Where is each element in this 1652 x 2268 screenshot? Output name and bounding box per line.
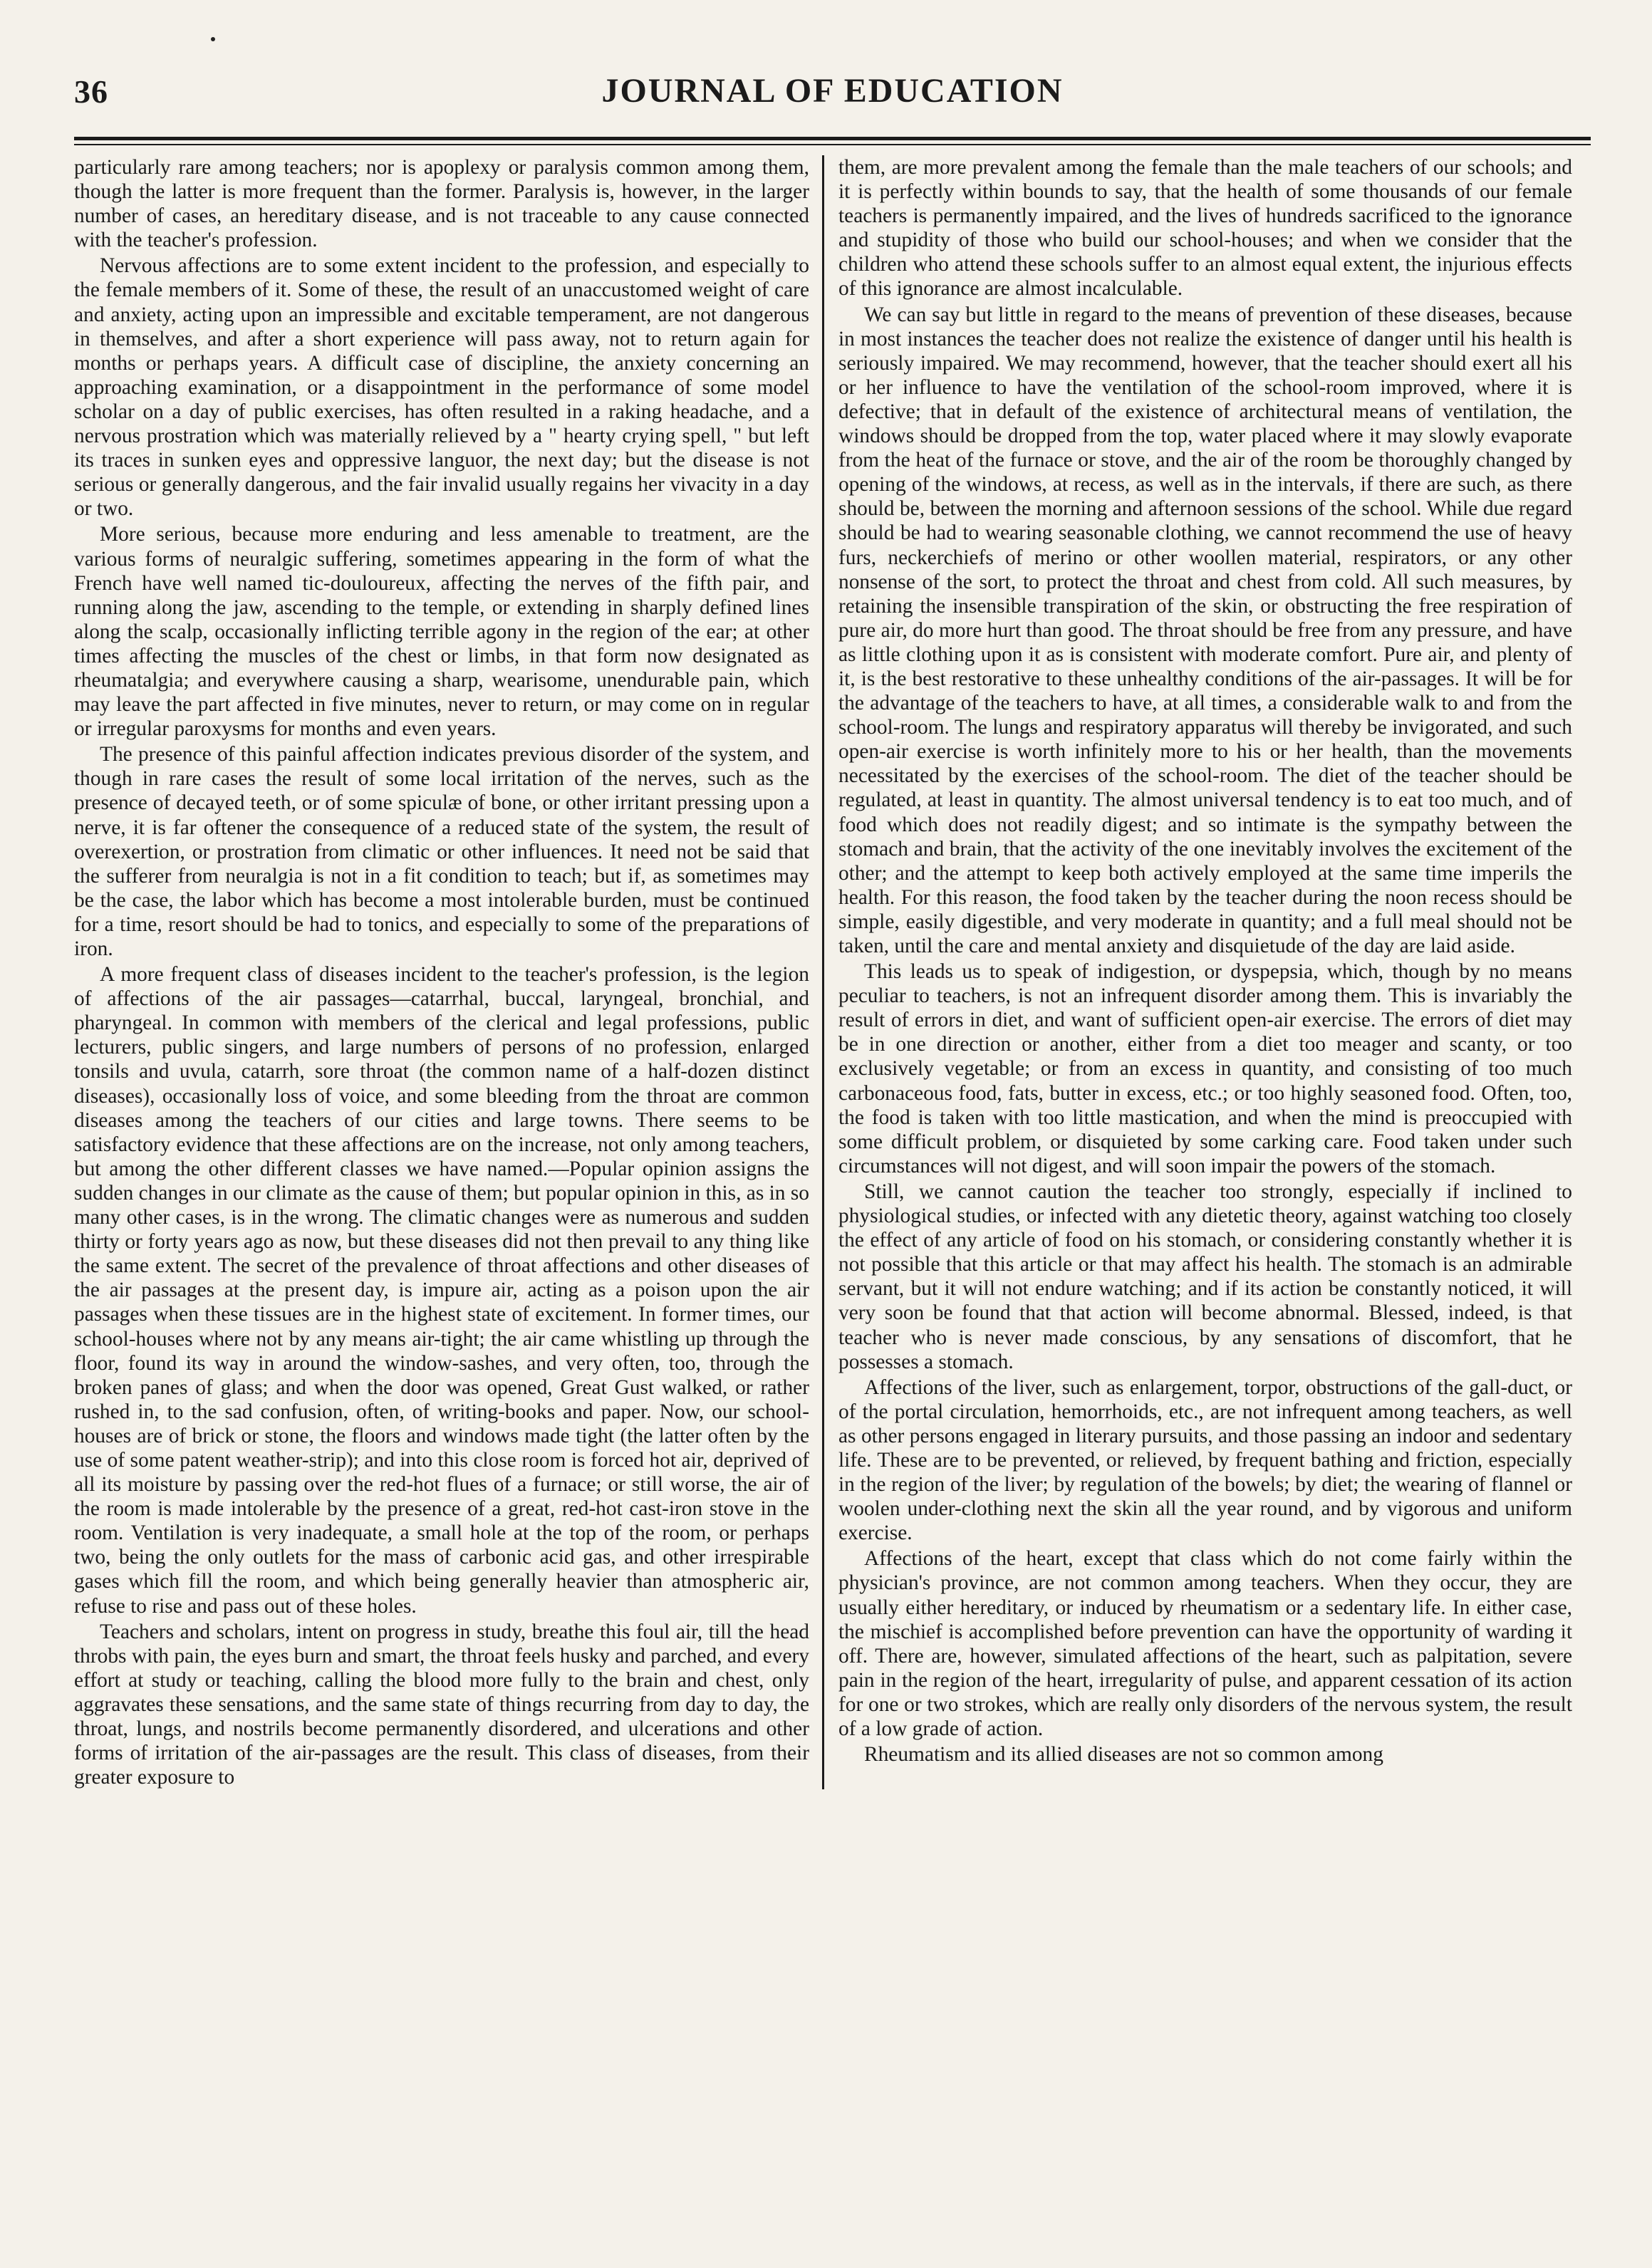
paragraph: More serious, because more enduring and less amenable to treatment, are the various forms of neuralgic suffering, sometimes appearing in the form of what the French have well named tic-douloureux, affecting the nerves of the fifth pair, and running along the jaw, ascending to the temple, or extending in sharply defined lines along the scalp, occasionally inflicting terrible agony in the region of the ear; at other times affecting the muscles of the chest or limbs, in that form now designated as rheumatalgia; and everywhere causing a sharp, wearisome, unendurable pain, which may leave the part affected in five minutes, never to return, or may come on in regular or irregular paroxysms for months and even years. [74,523,809,741]
page-header [74,68,1591,128]
running-title: JOURNAL OF EDUCATION [601,72,1064,110]
paragraph: Teachers and scholars, intent on progress in study, breathe this foul air, till the head throbs with pain, the eyes burn and smart, the throat feels husky and parched, and every effort at study or teaching, calling the blood more fully to the brain and chest, only aggravates these sensations, and the same state of things recurring from day to day, the throat, lungs, and nostrils become permanently disordered, and ulcerations and other forms of irritation of the air-passages are the result. This class of diseases, from their greater exposure to [74,1620,809,1789]
page-number: 36 [74,73,108,110]
paragraph: The presence of this painful affection indicates previous disorder of the system, and though in rare cases the result of some local irritation of the nerves, such as the presence of decayed teeth, or of some spiculæ of bone, or other irritant pressing upon a nerve, it is far oftener the consequence of a reduced state of the system, the result of overexertion, or prostration from climatic or other influences. It need not be said that the sufferer from neuralgia is not in a fit condition to teach; but if, as sometimes may be the case, the labor which has become a most intolerable burden, must be continued for a time, resort should be had to tonics, and especially to some of the preparations of iron. [74,743,809,960]
header-rule-thick [74,137,1591,140]
paragraph: Rheumatism and its allied diseases are not so common among [864,1743,1383,1767]
paragraph: Still, we cannot caution the teacher too strongly, especially if inclined to physiological studies, or infected with any dietetic theory, against watching too closely the effect of any article of food on his stomach, or considering constantly whether it is not possible that this article or that may affect his health. The stomach is an admirable servant, but it will not endure watching; and if its action be constantly noticed, it will very soon be found that that action will become abnormal. Blessed, indeed, is that teacher who is never made conscious, by any sensations of discomfort, that he possesses a stomach. [838,1180,1572,1373]
paragraph: This leads us to speak of indigestion, or dyspepsia, which, though by no means peculiar to teachers, is not an infrequent disorder among them. This is invariably the result of errors in diet, and want of sufficient open-air exercise. The errors of diet may be in one direction or another, either from a diet too meager and scanty, or too exclusively vegetable; or from an excess in quantity, and consisting of too much carbonaceous food, fats, butter in excess, etc.; or too highly seasoned food. Often, too, the food is taken with too little mastication, and when the mind is preoccupied with some difficult problem, or disquieted by some carking care. Food taken under such circumstances will not digest, and will soon impair the powers of the stomach. [838,960,1572,1177]
text-columns [74,155,1591,1789]
paragraph: them, are more prevalent among the female than the male teachers of our schools; and it is perfectly within bounds to say, that the health of some thousands of our female teachers is permanently impaired, and the lives of hundreds sacrificed to the ignorance and stupidity of those who build our school-houses; and when we consider that the children who attend these schools suffer to an almost equal extent, the injurious effects of this ignorance are almost incalculable. [838,156,1572,301]
paragraph: We can say but little in regard to the means of prevention of these diseases, because in most instances the teacher does not realize the existence of danger until his health is seriously impaired. We may recommend, however, that the teacher should exert all his or her influence to have the ventilation of the school-room improved, where it is defective; that in default of the existence of architectural means of ventilation, the windows should be dropped from the top, water placed where it may slowly evaporate from the heat of the furnace or stove, and the air of the room be thoroughly changed by opening of the windows, at recess, as well as in the intervals, if there are such, as there should be, between the morning and afternoon sessions of the school. While due regard should be had to wearing seasonable clothing, we cannot recommend the use of heavy furs, neckerchiefs of merino or other woollen material, respirators, or any other nonsense of the sort, to protect the throat and chest from cold. All such measures, by retaining the insensible transpiration of the skin, or obstructing the free respiration of pure air, do more hurt than good. The throat should be free from any pressure, and have as little clothing upon it as is consistent with moderate comfort. Pure air, and plenty of it, is the best restorative to these unhealthy conditions of the air-passages. It will be for the advantage of the teachers to have, at all times, a considerable walk to and from the school-room. The lungs and respiratory apparatus will thereby be invigorated, and such open-air exercise is worth infinitely more to his or her health, than the movements necessitated by the exercises of the school-room. The diet of the teacher should be regulated, at least in quantity. The almost universal tendency is to eat too much, and of food which does not readily digest; and so intimate is the sympathy between the stomach and brain, that the activity of the one inevitably involves the excitement of the other; and the attempt to keep both actively employed at the same time imperils the health. For this reason, the food taken by the teacher during the noon recess should be simple, easily digestible, and very moderate in quantity; and a full meal should not be taken, until the care and mental anxiety and disquietude of the day are laid aside. [838,303,1572,957]
column-divider [822,155,824,1789]
paragraph: Nervous affections are to some extent incident to the profession, and especially to the female members of it. Some of these, the result of an unaccustomed weight of care and anxiety, acting upon an impressible and excitable temperament, are not dangerous in themselves, and after a short experience will pass away, not to return again for months or perhaps years. A difficult case of discipline, the anxiety concerning an approaching examination, or a disappointment in the performance of some model scholar on a day of public exercises, has often resulted in a raking headache, and a nervous prostration which was materially relieved by a " hearty crying spell, " but left its traces in sunken eyes and oppressive languor, the next day; but the disease is not serious or generally dangerous, and the fair invalid usually regains her vivacity in a day or two. [74,254,809,521]
right-column [826,155,1572,1789]
paragraph: Affections of the heart, except that class which do not come fairly within the physician's province, are not common among teachers. When they occur, they are usually either hereditary, or induced by rheumatism or a sedentary life. In either case, the mischief is accomplished before prevention can have the opportunity of warding it off. There are, however, simulated affections of the heart, such as palpitation, severe pain in the region of the heart, irregularity of pulse, and apparent cessation of its action for one or two strokes, which are really only disorders of the nervous system, the result of a low grade of action. [838,1547,1572,1740]
header-rule-thin [74,144,1591,145]
paragraph: particularly rare among teachers; nor is apoplexy or paralysis common among them, though the latter is more frequent than the former. Paralysis is, however, in the larger number of cases, an hereditary disease, and is not traceable to any cause connected with the teacher's profession. [74,156,809,252]
paragraph: Affections of the liver, such as enlargement, torpor, obstructions of the gall-duct, or of the portal circulation, hemorrhoids, etc., are not infrequent among teachers, as well as other persons engaged in literary pursuits, and those passing an indoor and sedentary life. These are to be prevented, or relieved, by frequent bathing and friction, especially in the region of the liver; by regulation of the bowels; by diet; the wearing of flannel or woolen under-clothing next the skin all the year round, and by vigorous and uniform exercise. [838,1375,1572,1545]
paragraph: A more frequent class of diseases incident to the teacher's profession, is the legion of affections of the air passages—catarrhal, buccal, laryngeal, bronchial, and pharyngeal. In common with members of the clerical and legal professions, public lecturers, public singers, and large numbers of persons of no profession, enlarged tonsils and uvula, catarrh, sore throat (the common name of a half-dozen distinct diseases), occasionally loss of voice, and some bleeding from the throat are common diseases among the teachers of our cities and large towns. There seems to be satisfactory evidence that these affections are on the increase, not only among teachers, but among the other different classes we have named.—Popular opinion assigns the sudden changes in our climate as the cause of them; but popular opinion in this, as in so many other cases, is in the wrong. The climatic changes were as numerous and sudden thirty or forty years ago as now, but these diseases did not then prevail to any thing like the same extent. The secret of the prevalence of throat affections and other diseases of the air passages at the present day, is impure air, acting as a poison upon the air passages when these tissues are in the highest state of excitement. In former times, our school-houses where not by any means air-tight; the air came whistling up through the floor, found its way in around the window-sashes, and very often, too, through the broken panes of glass; and when the door was opened, Great Gust walked, or rather rushed in, to the sad confusion, often, of writing-books and paper. Now, our school-houses are of brick or stone, the floors and windows made tight (the latter often by the use of some patent weather-strip); and into this close room is forced hot air, deprived of all its moisture by passing over the red-hot flues of a furnace; or still worse, the air of the room is made intolerable by the presence of a great, red-hot cast-iron stove in the room. Ventilation is very inadequate, a small hole at the top of the room, or perhaps two, being the only outlets for the mass of carbonic acid gas, and other irrespirable gases which fill the room, and which being generally heavier than atmospheric air, refuse to rise and pass out of these holes. [74,963,809,1618]
left-column [74,155,821,1789]
ink-speck [211,37,215,41]
